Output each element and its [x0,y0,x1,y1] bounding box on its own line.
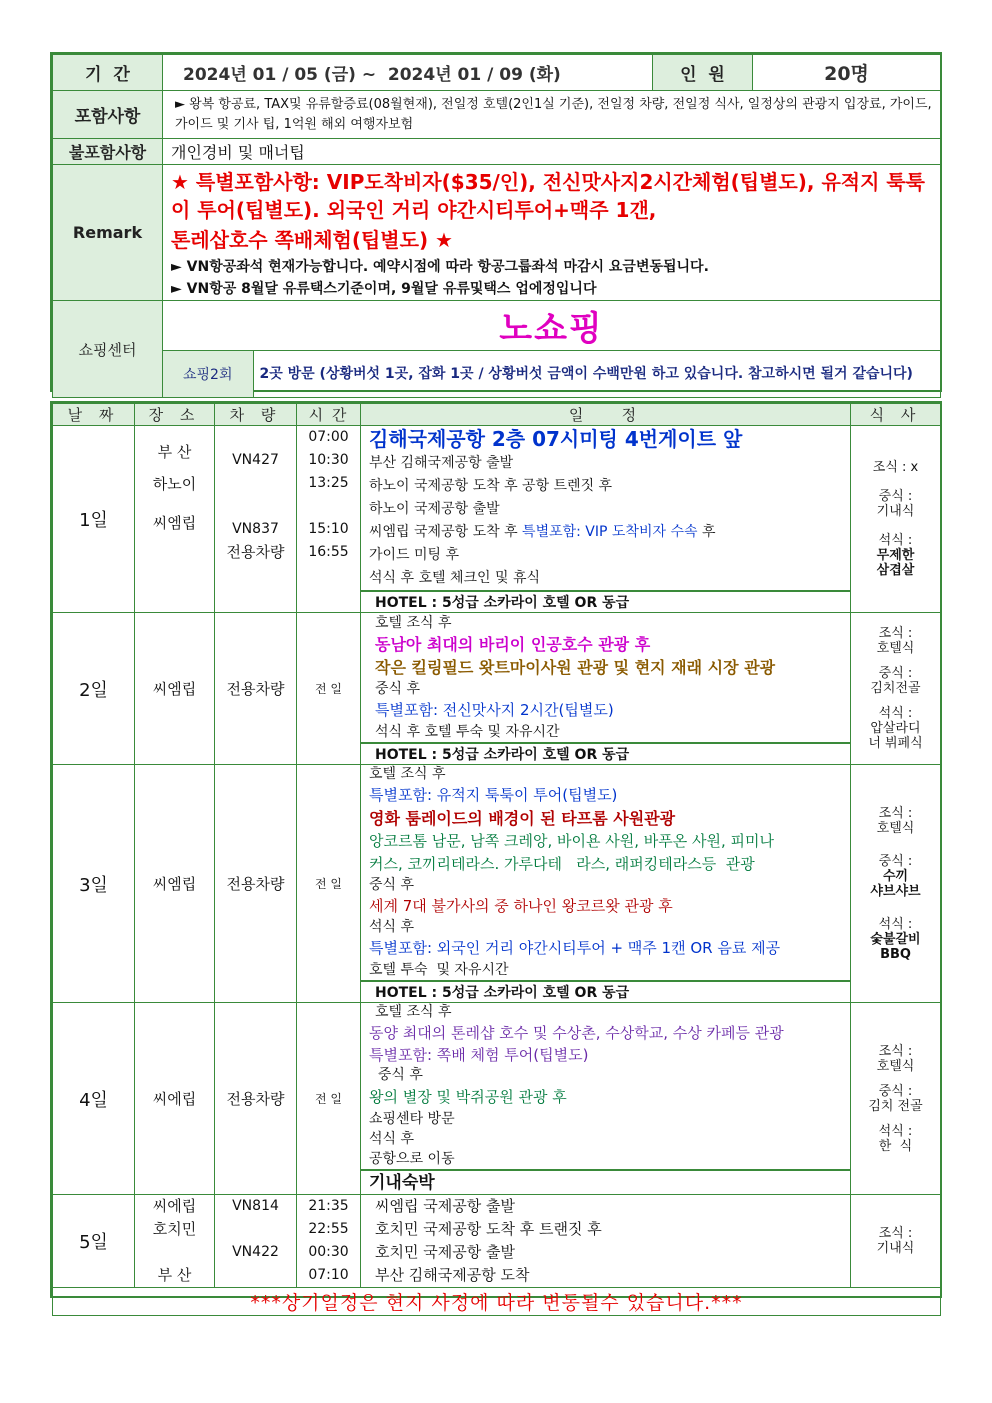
day4-meal [851,1003,941,1195]
day3-line: 호텔 투숙 및 자유시간 [369,962,509,978]
day2-date: 2일 [53,613,135,765]
day5-vehicle: VN814 [232,1198,279,1214]
day3-line: 세계 7대 불가사의 중 하나인 왕코르왓 관광 후 [369,897,673,915]
included-value: ► 왕복 항공료, TAX및 유류할증료(08월현재), 전일정 호텔(2인1실 기준), 전일정 차량, 전일정 식사, 일정상의 관광지 입장료, 가이드, 가이드 및 기사 팁, 1억원 해외 여행자보험 [163,91,941,139]
day3-date: 3일 [53,765,135,1003]
day5-place: 호치민 [152,1220,197,1238]
day4-time: 전 일 [297,1003,361,1195]
period-value: 2024년 01 / 05 (금) ~ 2024년 01 / 09 (화) [163,55,653,91]
included-label: 포함사항 [53,91,163,139]
day1-time: 07:00 [308,429,349,445]
day1-places [135,426,215,613]
day5-vehicle-spacer [215,1218,296,1241]
day4-meal-lunch-label: 중식 : [878,1083,913,1099]
day2-itinerary [361,613,851,765]
day5-itinerary [361,1195,851,1288]
no-shopping: 노쇼핑 [163,301,941,351]
day3-meal-breakfast: 호텔식 [876,820,915,836]
header-vehicle: 차 량 [215,404,297,426]
period-label: 기 간 [53,55,163,91]
day1-meal-dinner-label: 석식 : [878,533,913,548]
day3-line: 호텔 조식 후 [369,766,446,782]
shopping-detail: 2곳 방문 (상황버섯 1곳, 잡화 1곳 / 상황버섯 금액이 수백만원 하고 있습니다. 참고하시면 될거 같습니다) [259,365,913,382]
day5-line: 호치민 국제공항 도착 후 트랜짓 후 [375,1220,602,1238]
day4-line: 특별포함: 쪽배 체험 투어(팁별도) [369,1046,589,1064]
day2-place: 씨엠립 [135,613,215,765]
day4-vehicle: 전용차량 [215,1003,297,1195]
day2-meal-breakfast: 호텔식 [876,641,915,656]
shopping-count-label: 쇼핑2회 [163,351,253,397]
day5-vehicles [215,1195,297,1288]
day2-time: 전 일 [297,613,361,765]
day3-hotel: HOTEL : 5성급 소카라이 호텔 OR 동급 [361,980,850,1002]
day5-times [297,1195,361,1288]
day3-meal-lunch-1: 수끼 [882,868,909,884]
day2-line: 동남아 최대의 바리이 인공호수 관광 후 [375,635,651,654]
day3-place: 씨엠립 [135,765,215,1003]
day1-place: 부 산 [157,443,192,461]
day1-meal-lunch: 기내식 [876,504,915,519]
day3-meal-lunch [851,869,940,899]
day2-line: 호텔 조식 후 [375,615,452,631]
day1-line: 석식 후 호텔 체크인 및 휴식 [369,570,541,586]
day3-line: 특별포함: 유적지 툭툭이 투어(팁별도) [369,786,618,804]
day2-meal-dinner-label: 석식 : [878,706,913,721]
day1-vehicle-spacer [215,472,296,518]
day5-time: 07:10 [308,1267,349,1283]
day2-line: 특별포함: 전신맛사지 2시간(팁별도) [375,701,614,719]
day5-line: 씨엠립 국제공항 출발 [375,1197,515,1215]
day4-line: 동양 최대의 톤레샵 호수 및 수상촌, 수상학교, 수상 카페등 관광 [369,1024,784,1042]
day1-meal-dinner-2: 삼겹살 [876,563,915,578]
day4-date: 4일 [53,1003,135,1195]
day2-line: 중식 후 [375,681,421,697]
remark-line2: 톤레삽호수 쪽배체험(팁별도) ★ [171,227,453,252]
day2-meal [851,613,941,765]
day4-meal-breakfast-label: 조식 : [878,1043,913,1059]
day3-meal-dinner-2: BBQ [880,946,911,962]
remark-note1: ► VN항공좌석 현재가능합니다. 예약시점에 따라 항공그룹좌석 마감시 요금변동됩니다. [171,258,709,275]
day2-meal-breakfast-label: 조식 : [878,626,913,641]
day4-line: 중식 후 [369,1067,423,1083]
day1-time: 13:25 [308,475,349,491]
day2-hotel: HOTEL : 5성급 소카라이 호텔 OR 동급 [361,742,850,764]
day1-vehicle: VN837 [232,521,279,537]
day1-itinerary [361,426,851,613]
day5-line: 호치민 국제공항 출발 [375,1243,515,1261]
header-meal: 식 사 [851,404,941,426]
day5-time: 22:55 [308,1221,349,1237]
schedule-footer-note: ***상기일정은 현지 사정에 따라 변동될수 있습니다.*** [53,1288,941,1316]
day5-vehicle: VN422 [232,1244,279,1260]
day1-line: 하노이 국제공항 출발 [369,501,500,517]
day3-line: 석식 후 [369,919,415,935]
day2-meal-dinner [851,721,940,751]
day1-line-visa [361,521,850,544]
day4-meal-dinner-label: 석식 : [878,1123,913,1139]
day1-time: 16:55 [308,544,349,560]
day4-meal-dinner: 한 식 [878,1138,913,1154]
remark-line1: ★ 특별포함사항: VIP도착비자($35/인), 전신맛사지2시간체험(팁별도), 유적지 툭툭이 투어(팁별도). 외국인 거리 야간시티투어+맥주 1갠, [171,169,926,222]
day4-meal-lunch: 김치 전골 [868,1098,923,1114]
day3-line: 특별포함: 외국인 거리 야간시티투어 + 맥주 1캔 OR 음료 제공 [369,939,781,957]
day1-vehicles [215,426,297,613]
day2-meal-dinner-2: 너 뷔페식 [868,736,923,751]
day1-time: 10:30 [308,452,349,468]
day1-line: 후 [697,524,716,540]
day4-line: 왕의 별장 및 박쥐공원 관광 후 [369,1088,567,1106]
day1-place: 씨엠립 [152,514,197,532]
day1-line: 하노이 국제공항 도착 후 공항 트렌짓 후 [369,478,613,494]
excluded-value: 개인경비 및 매너팁 [163,139,941,165]
day5-meal [851,1195,941,1288]
day1-vehicle: VN427 [232,452,279,468]
day5-meal-breakfast: 기내식 [876,1241,915,1256]
day1-line: 씨엠립 국제공항 도착 후 [369,524,523,540]
remark-label: Remark [53,165,163,301]
day1-line-highlight: 특별포함: VIP 도착비자 수속 [522,524,698,540]
day5-place-spacer [135,1241,214,1264]
day3-line: 앙코르톰 남문, 남쪽 크레앙, 바이욘 사원, 바푸온 사원, 피미나 [369,832,774,850]
shopping-label: 쇼핑센터 [53,301,163,398]
day1-meal-dinner [851,548,940,578]
day1-meal-lunch-label: 중식 : [878,489,913,504]
day3-line: 커스, 코끼리테라스. 가루다테 라스, 래퍼킹테라스등 관광 [369,855,755,873]
remark-note2: ► VN항공 8월달 유류택스기준이며, 9월달 유류및택스 업에정입니다 [171,280,597,297]
people-label: 인 원 [653,55,753,91]
day3-meal [851,765,941,1003]
day1-place: 하노이 [152,475,197,493]
day1-vehicle: 전용차량 [226,543,285,561]
day4-line: 석식 후 [369,1131,415,1147]
header-itinerary: 일 정 [361,404,851,426]
day4-meal-breakfast: 호텔식 [876,1058,915,1074]
people-value: 20명 [753,55,941,91]
day4-line: 쇼핑센타 방문 [369,1111,455,1127]
day3-line: 중식 후 [369,877,415,893]
day4-line: 기내숙박 [361,1169,850,1194]
day2-line: 작은 킬링필드 왓트마이사원 관광 및 현지 재래 시장 관광 [375,658,776,677]
summary-table [50,52,942,392]
header-date: 날 짜 [53,404,135,426]
day2-line: 석식 후 호텔 투숙 및 자유시간 [375,724,560,740]
day5-place: 부 산 [157,1266,192,1284]
day5-date: 5일 [53,1195,135,1288]
day1-time-spacer [297,495,360,518]
shopping-detail-row [163,351,941,398]
day1-line: 부산 김해국제공항 출발 [369,455,514,471]
day3-itinerary [361,765,851,1003]
day3-meal-breakfast-label: 조식 : [878,805,913,821]
header-place: 장 소 [135,404,215,426]
day5-line: 부산 김해국제공항 도착 [375,1266,530,1284]
day1-hotel: HOTEL : 5성급 소카라이 호텔 OR 동급 [361,590,850,612]
day2-vehicle: 전용차량 [215,613,297,765]
day5-time: 00:30 [308,1244,349,1260]
remark-content [163,165,941,301]
day4-itinerary [361,1003,851,1195]
day3-meal-lunch-2: 샤브샤브 [870,883,921,899]
day4-line: 공항으로 이동 [369,1151,455,1167]
day3-time: 전 일 [297,765,361,1003]
day1-meal-dinner-1: 무제한 [876,548,915,563]
day3-meal-dinner-label: 석식 : [878,916,913,932]
day2-meal-lunch-label: 중식 : [878,666,913,681]
day3-meal-dinner [851,932,940,962]
day1-meal-breakfast: 조식 : x [872,460,919,475]
header-time: 시 간 [297,404,361,426]
day5-meal-breakfast-label: 조식 : [878,1226,913,1241]
day2-meal-lunch: 김치전골 [870,681,921,696]
day1-line: 김해국제공항 2층 07시미팅 4번게이트 앞 [369,427,743,451]
day1-time: 15:10 [308,521,349,537]
day5-time: 21:35 [308,1198,349,1214]
day1-date: 1일 [53,426,135,613]
day1-line: 가이드 미팅 후 [369,547,460,563]
day1-meal [851,426,941,613]
day1-times [297,426,361,613]
day3-meal-dinner-1: 숯불갈비 [870,931,921,947]
day5-places [135,1195,215,1288]
excluded-label: 불포함사항 [53,139,163,165]
day2-meal-dinner-1: 압살라디 [870,721,921,736]
day4-line: 호텔 조식 후 [375,1004,452,1020]
day3-meal-lunch-label: 중식 : [878,853,913,869]
day3-vehicle: 전용차량 [215,765,297,1003]
day3-line: 영화 툼레이드의 배경이 된 타프롬 사원관광 [369,809,676,828]
day5-place: 씨에립 [152,1197,197,1215]
schedule-table [50,401,942,1314]
day4-place: 씨에립 [135,1003,215,1195]
